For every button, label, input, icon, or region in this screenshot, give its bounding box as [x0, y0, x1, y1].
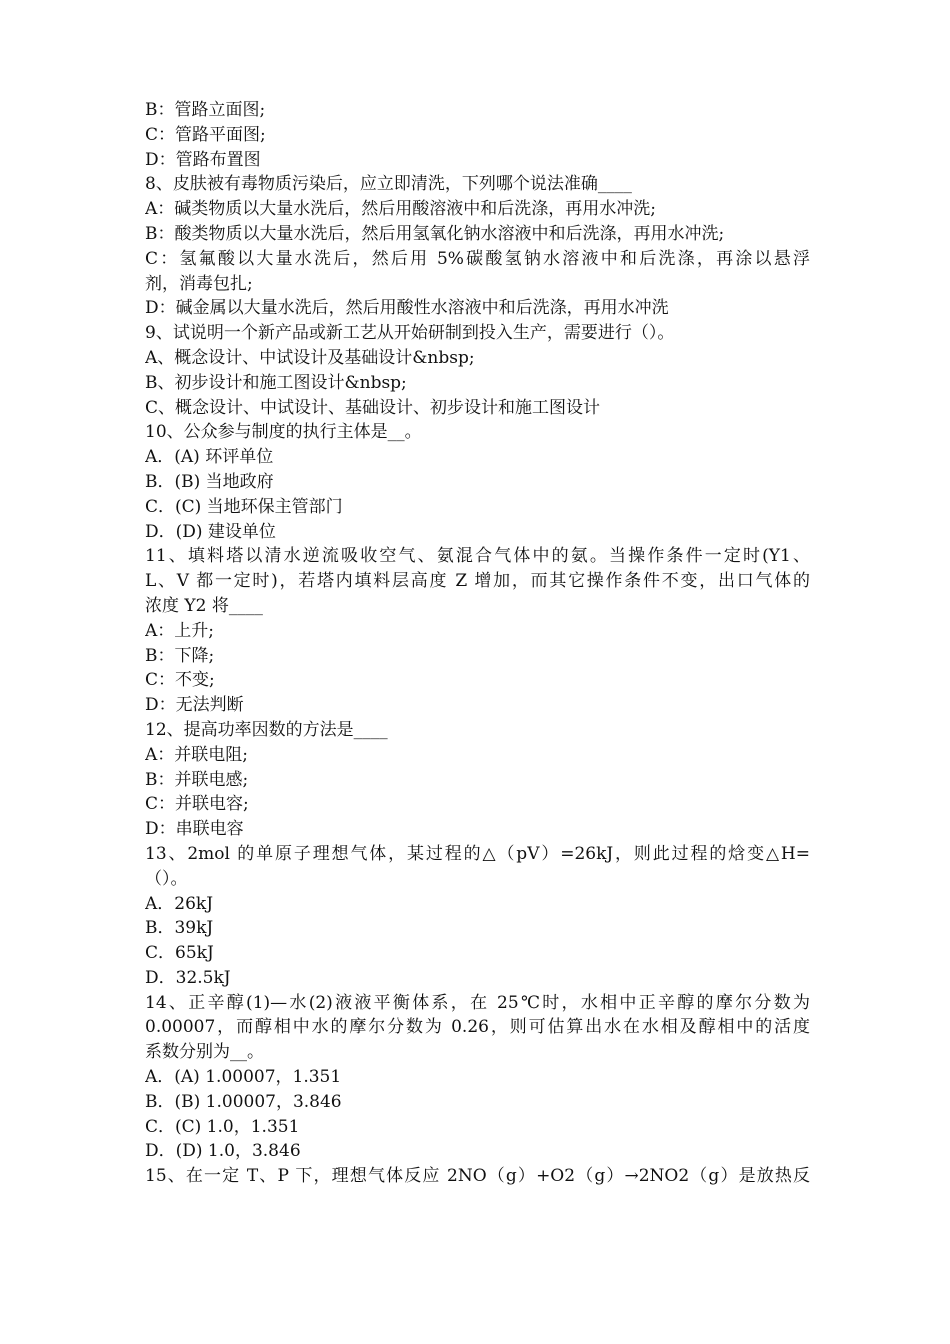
text-line: 浓度 Y2 将____: [145, 595, 263, 616]
question-13: 13、2mol 的单原子理想气体，某过程的△（pV）=26kJ，则此过程的焓变△H=: [145, 843, 810, 864]
text-line: （）。: [145, 868, 188, 889]
text-line: B．39kJ: [145, 918, 214, 939]
text-line: C．(C) 当地环保主管部门: [145, 496, 343, 517]
text-line: B．(B) 1.00007，3.846: [145, 1091, 342, 1112]
question-14: 14、正辛醇(1)—水(2)液液平衡体系，在 25℃时，水相中正辛醇的摩尔分数为: [145, 992, 810, 1013]
text-line: C、概念设计、中试设计、基础设计、初步设计和施工图设计: [145, 397, 601, 418]
text-line: A：上升;: [145, 620, 215, 641]
text-line: D．32.5kJ: [145, 967, 231, 988]
text-line: C：不变;: [145, 670, 215, 691]
question-12: 12、提高功率因数的方法是____: [145, 719, 388, 740]
text-line: A：并联电阻;: [145, 744, 249, 765]
text-line: A：碱类物质以大量水洗后，然后用酸溶液中和后洗涤，再用水冲洗;: [145, 199, 657, 220]
text-line: B．(B) 当地政府: [145, 471, 274, 492]
exam-question-text: [145, 98, 810, 1189]
text-line: A、概念设计、中试设计及基础设计&nbsp;: [145, 347, 475, 368]
text-line: B：管路立面图;: [145, 100, 266, 120]
text-line: B、初步设计和施工图设计&nbsp;: [145, 372, 407, 393]
text-line: C：并联电容;: [145, 794, 249, 815]
text-line: L、V 都一定时)，若塔内填料层高度 Z 增加，而其它操作条件不变，出口气体的: [145, 571, 810, 592]
text-line: D．(D) 1.0，3.846: [145, 1141, 301, 1162]
text-line: C：氢氟酸以大量水洗后，然后用 5%碳酸氢钠水溶液中和后洗涤，再涂以悬浮: [145, 248, 810, 269]
text-line: D．(D) 建设单位: [145, 521, 276, 542]
text-line: C．(C) 1.0，1.351: [145, 1116, 300, 1137]
question-15: 15、在一定 T、P 下，理想气体反应 2NO（g）+O2（g）→2NO2（g）是放热反: [145, 1166, 810, 1187]
text-line: C：管路平面图;: [145, 124, 266, 145]
text-line: 剂，消毒包扎;: [145, 273, 253, 294]
text-line: B：下降;: [145, 645, 215, 666]
question-8: 8、皮肤被有毒物质污染后，应立即清洗，下列哪个说法准确____: [145, 174, 632, 195]
question-9: 9、试说明一个新产品或新工艺从开始研制到投入生产，需要进行（）。: [145, 323, 675, 344]
text-line: C．65kJ: [145, 943, 214, 964]
text-line: A．(A) 环评单位: [145, 447, 274, 468]
text-line: D：无法判断: [145, 695, 244, 716]
text-line: 系数分别为__。: [145, 1042, 264, 1063]
question-10: 10、公众参与制度的执行主体是__。: [145, 422, 422, 443]
text-line: D：碱金属以大量水洗后，然后用酸性水溶液中和后洗涤，再用水冲洗: [145, 298, 669, 319]
text-line: A．26kJ: [145, 893, 214, 914]
question-11: 11、填料塔以清水逆流吸收空气、氨混合气体中的氨。当操作条件一定时(Y1、: [145, 546, 810, 567]
text-line: B：酸类物质以大量水洗后，然后用氢氧化钠水溶液中和后洗涤，再用水冲洗;: [145, 223, 725, 244]
text-line: B：并联电感;: [145, 769, 249, 790]
text-line: D：管路布置图: [145, 149, 261, 170]
text-line: 0.00007，而醇相中水的摩尔分数为 0.26，则可估算出水在水相及醇相中的活度: [145, 1017, 810, 1038]
text-line: D：串联电容: [145, 819, 244, 840]
text-line: A．(A) 1.00007，1.351: [145, 1067, 342, 1088]
